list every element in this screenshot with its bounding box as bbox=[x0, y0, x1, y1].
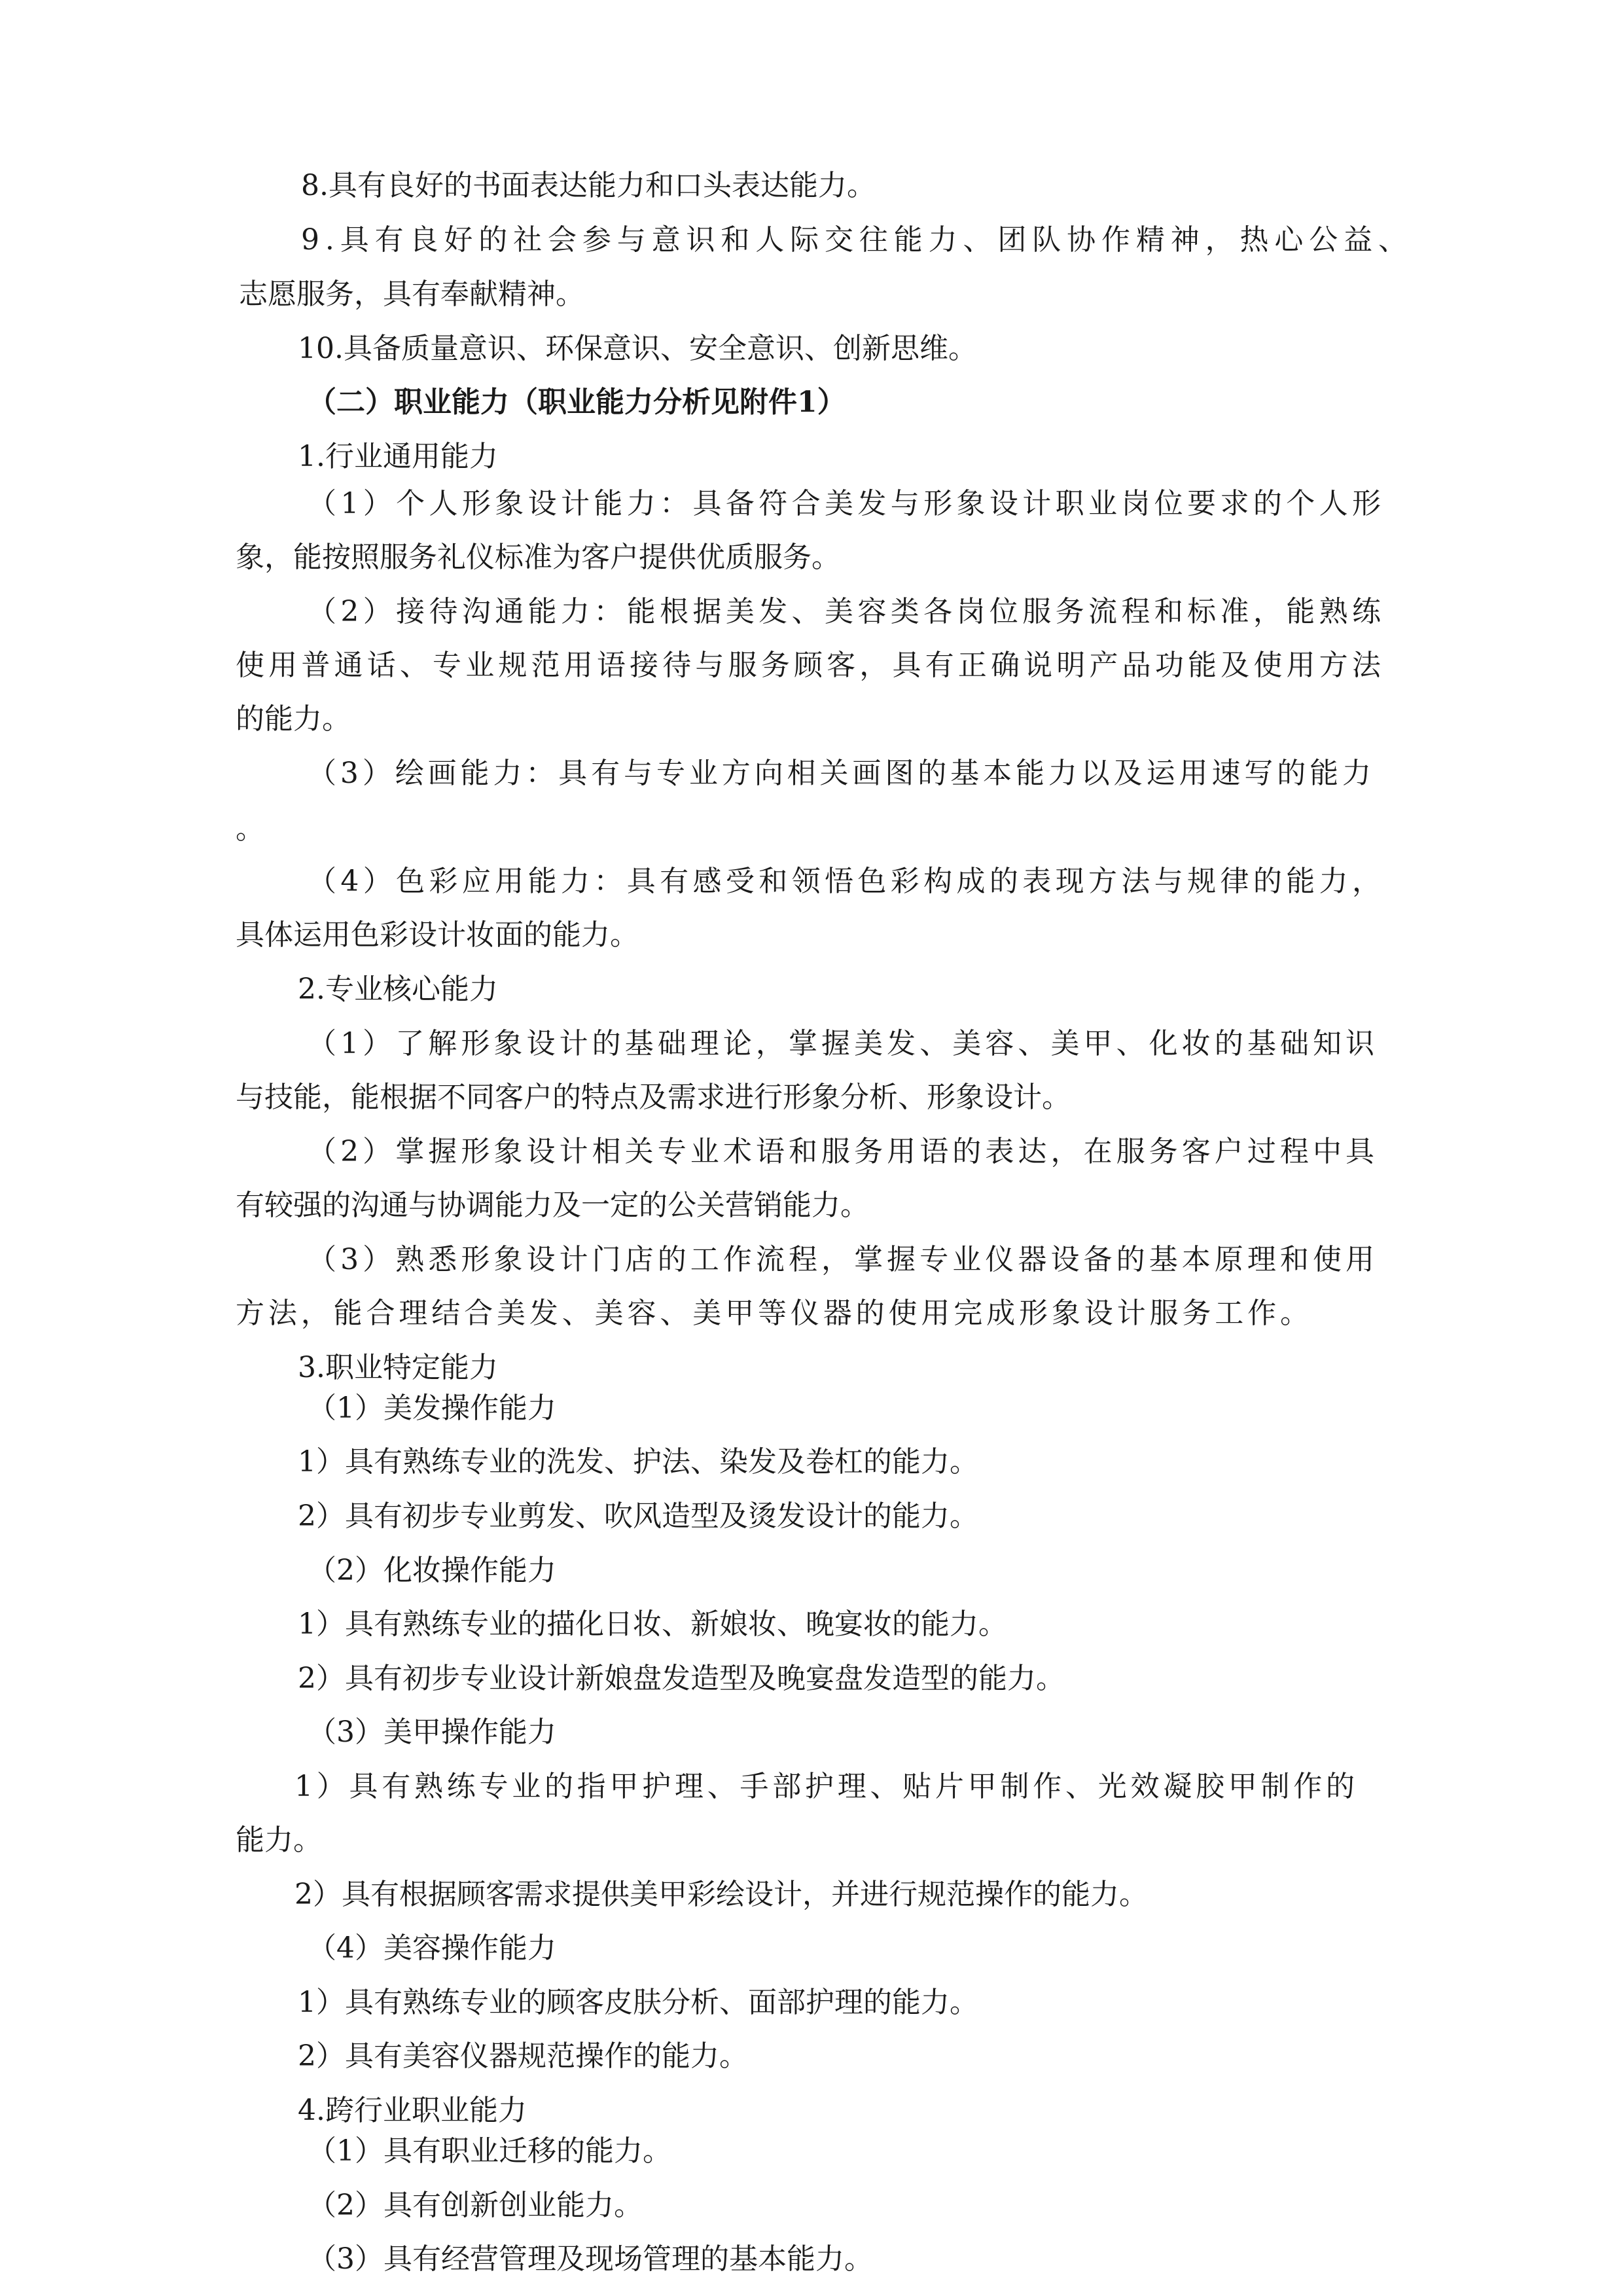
paragraph-line: （ 2 ） 掌 握 形 象 设 计 相 关 专 业 术 语 和 服 务 用 语 的 表 达 ， 在 服 务 客 户 过 程 中 具 bbox=[308, 1135, 1374, 1168]
ability-item-8: 8.具有良好的书面表达能力和口头表达能力。 bbox=[301, 169, 876, 202]
list-item: 1 ） 具 有 熟 练 专 业 的 指 甲 护 理 、 手 部 护 理 、 贴 片 甲 制 作 、 光 效 凝 胶 甲 制 作 的 bbox=[294, 1770, 1355, 1803]
list-item: （3）具有经营管理及现场管理的基本能力。 bbox=[308, 2242, 873, 2276]
paragraph-line: 使 用 普 通 话 、 专 业 规 范 用 语 接 待 与 服 务 顾 客 ， 具 有 正 确 说 明 产 品 功 能 及 使 用 方 法 bbox=[236, 649, 1381, 682]
list-item: 2）具有根据顾客需求提供美甲彩绘设计，并进行规范操作的能力。 bbox=[294, 1878, 1148, 1911]
ability-item-10: 10.具备质量意识、环保意识、安全意识、创新思维。 bbox=[298, 332, 977, 365]
list-item: 2）具有初步专业剪发、吹风造型及烫发设计的能力。 bbox=[298, 1499, 978, 1533]
list-heading: （4）美容操作能力 bbox=[308, 1931, 556, 1965]
paragraph-line: （ 3 ） 熟 悉 形 象 设 计 门 店 的 工 作 流 程 ， 掌 握 专 业 仪 器 设 备 的 基 本 原 理 和 使 用 bbox=[308, 1243, 1374, 1276]
paragraph-line: 象，能按照服务礼仪标准为客户提供优质服务。 bbox=[236, 541, 840, 574]
list-heading: （3）美甲操作能力 bbox=[308, 1715, 556, 1749]
list-item: （1）具有职业迁移的能力。 bbox=[308, 2134, 671, 2168]
list-item: 2）具有初步专业设计新娘盘发造型及晚宴盘发造型的能力。 bbox=[298, 1662, 1065, 1695]
paragraph-line: 与技能，能根据不同客户的特点及需求进行形象分析、形象设计。 bbox=[236, 1081, 1071, 1114]
paragraph-line: （ 2 ） 接 待 沟 通 能 力 ： 能 根 据 美 发 、 美 容 类 各 岗 位 服 务 流 程 和 标 准 ， 能 熟 练 bbox=[308, 595, 1381, 628]
list-item: （2）具有创新创业能力。 bbox=[308, 2189, 643, 2222]
paragraph-line: （ 1 ） 个 人 形 象 设 计 能 力 ： 具 备 符 合 美 发 与 形 象 设 计 职 业 岗 位 要 求 的 个 人 形 bbox=[308, 487, 1381, 520]
paragraph-line: 。 bbox=[236, 812, 264, 846]
paragraph-line: （ 3 ） 绘 画 能 力 ： 具 有 与 专 业 方 向 相 关 画 图 的 基 本 能 力 以 及 运 用 速 写 的 能 力 bbox=[308, 757, 1371, 790]
ability-item-9-line-2: 志愿服务，具有奉献精神。 bbox=[239, 278, 584, 311]
list-item: 1）具有熟练专业的洗发、护法、染发及卷杠的能力。 bbox=[298, 1445, 978, 1479]
paragraph-line: 有较强的沟通与协调能力及一定的公关营销能力。 bbox=[236, 1189, 869, 1222]
subsection-heading-core-ability: 2.专业核心能力 bbox=[298, 973, 498, 1006]
paragraph-line: 具体运用色彩设计妆面的能力。 bbox=[236, 918, 639, 952]
list-item: 能力。 bbox=[236, 1823, 322, 1857]
list-item: 2）具有美容仪器规范操作的能力。 bbox=[298, 2039, 748, 2073]
list-item: 1）具有熟练专业的描化日妆、新娘妆、晚宴妆的能力。 bbox=[298, 1607, 1007, 1641]
subsection-heading-specific-ability: 3.职业特定能力 bbox=[298, 1351, 498, 1384]
ability-item-9-line-1: 9 . 具 有 良 好 的 社 会 参 与 意 识 和 人 际 交 往 能 力 、 团 队 协 作 精 神 ， 热 心 公 益 、 bbox=[301, 223, 1407, 257]
subsection-heading-industry-general: 1.行业通用能力 bbox=[298, 440, 498, 473]
list-heading: （2）化妆操作能力 bbox=[308, 1554, 556, 1587]
paragraph-line: 的能力。 bbox=[236, 702, 351, 736]
list-item: 1）具有熟练专业的顾客皮肤分析、面部护理的能力。 bbox=[298, 1986, 978, 2019]
paragraph-line: 方 法 ， 能 合 理 结 合 美 发 、 美 容 、 美 甲 等 仪 器 的 使 用 完 成 形 象 设 计 服 务 工 作 。 bbox=[236, 1297, 1309, 1330]
paragraph-line: （ 1 ） 了 解 形 象 设 计 的 基 础 理 论 ， 掌 握 美 发 、 美 容 、 美 甲 、 化 妆 的 基 础 知 识 bbox=[308, 1027, 1374, 1060]
section-heading-professional-ability: （二）职业能力（职业能力分析见附件1） bbox=[308, 386, 846, 419]
list-heading: （1）美发操作能力 bbox=[308, 1391, 556, 1425]
paragraph-line: （ 4 ） 色 彩 应 用 能 力 ： 具 有 感 受 和 领 悟 色 彩 构 成 的 表 现 方 法 与 规 律 的 能 力 ， bbox=[308, 865, 1381, 898]
subsection-heading-cross-industry: 4.跨行业职业能力 bbox=[298, 2094, 527, 2127]
